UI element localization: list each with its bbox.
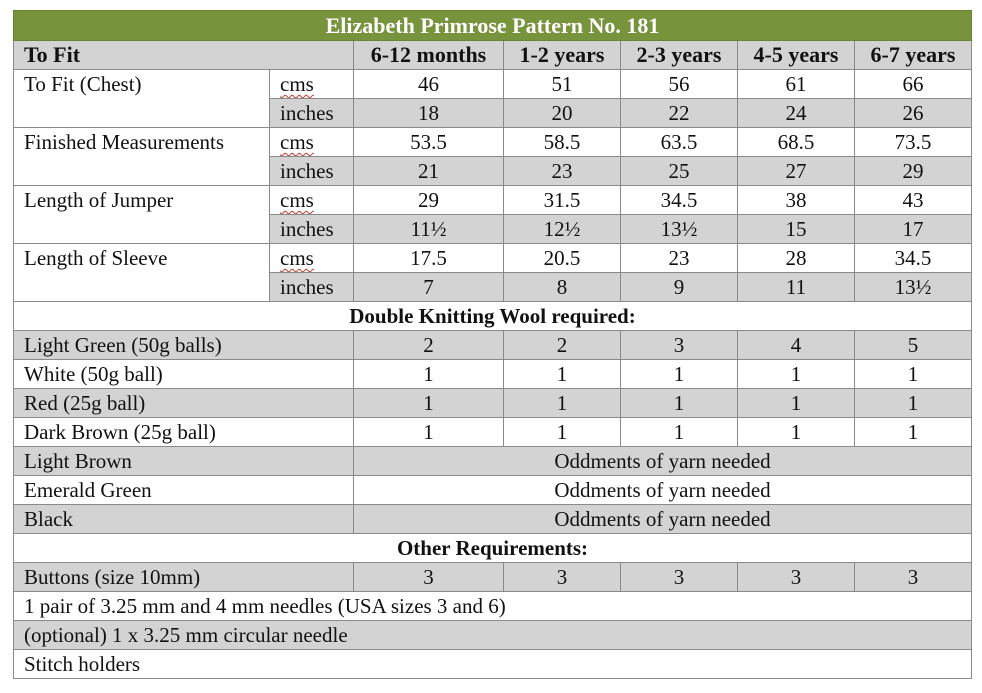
size-header: 6-7 years (855, 41, 972, 70)
measurement-value: 8 (504, 273, 621, 302)
buttons-label: Buttons (size 10mm) (14, 563, 354, 592)
wool-label: White (50g ball) (14, 360, 354, 389)
buttons-quantity: 3 (738, 563, 855, 592)
measurement-value: 25 (621, 157, 738, 186)
unit-label: inches (270, 215, 354, 244)
wool-quantity: 1 (621, 360, 738, 389)
yarn-label: Emerald Green (14, 476, 354, 505)
unit-label: cms (270, 244, 354, 273)
wool-quantity: 5 (855, 331, 972, 360)
measurement-value: 23 (504, 157, 621, 186)
measurement-value: 63.5 (621, 128, 738, 157)
measurement-value: 11 (738, 273, 855, 302)
size-header: 1-2 years (504, 41, 621, 70)
measurement-value: 12½ (504, 215, 621, 244)
wool-quantity: 1 (738, 418, 855, 447)
size-header: 6-12 months (354, 41, 504, 70)
oddments-note: Oddments of yarn needed (354, 505, 972, 534)
measurement-row-cms (14, 70, 972, 99)
measurement-value: 11½ (354, 215, 504, 244)
unit-label: inches (270, 99, 354, 128)
wool-quantity: 3 (621, 331, 738, 360)
measurement-row-cms (14, 186, 972, 215)
other-item: (optional) 1 x 3.25 mm circular needle (14, 621, 972, 650)
wool-quantity: 1 (504, 360, 621, 389)
measurement-value: 15 (738, 215, 855, 244)
pattern-title: Elizabeth Primrose Pattern No. 181 (14, 11, 972, 41)
buttons-row (14, 563, 972, 592)
other-item-row (14, 621, 972, 650)
wool-quantity: 1 (354, 360, 504, 389)
wool-quantity: 1 (738, 389, 855, 418)
measurement-value: 58.5 (504, 128, 621, 157)
wool-label: Red (25g ball) (14, 389, 354, 418)
unit-label: cms (270, 70, 354, 99)
other-item-row (14, 592, 972, 621)
yarn-label: Light Brown (14, 447, 354, 476)
measurement-value: 24 (738, 99, 855, 128)
yarn-label: Black (14, 505, 354, 534)
measurement-value: 66 (855, 70, 972, 99)
measurement-value: 53.5 (354, 128, 504, 157)
measurement-value: 29 (855, 157, 972, 186)
wool-quantity: 2 (504, 331, 621, 360)
measurement-value: 22 (621, 99, 738, 128)
wool-quantity: 1 (855, 360, 972, 389)
wool-quantity: 1 (738, 360, 855, 389)
measurement-label: Length of Sleeve (14, 244, 270, 302)
buttons-quantity: 3 (621, 563, 738, 592)
wool-row (14, 389, 972, 418)
measurement-value: 7 (354, 273, 504, 302)
measurement-value: 29 (354, 186, 504, 215)
unit-label: inches (270, 157, 354, 186)
pattern-requirements-table (13, 10, 972, 679)
measurement-label: Length of Jumper (14, 186, 270, 244)
oddments-row (14, 447, 972, 476)
wool-quantity: 1 (354, 389, 504, 418)
measurement-value: 13½ (855, 273, 972, 302)
buttons-quantity: 3 (354, 563, 504, 592)
oddments-note: Oddments of yarn needed (354, 476, 972, 505)
wool-quantity: 1 (621, 418, 738, 447)
measurement-value: 73.5 (855, 128, 972, 157)
other-section-heading: Other Requirements: (14, 534, 972, 563)
measurement-value: 56 (621, 70, 738, 99)
unit-label: cms (270, 128, 354, 157)
wool-quantity: 2 (354, 331, 504, 360)
measurement-value: 38 (738, 186, 855, 215)
wool-quantity: 4 (738, 331, 855, 360)
measurement-value: 61 (738, 70, 855, 99)
wool-quantity: 1 (504, 418, 621, 447)
unit-label: inches (270, 273, 354, 302)
measurement-value: 34.5 (621, 186, 738, 215)
header-row (14, 41, 972, 70)
other-item: 1 pair of 3.25 mm and 4 mm needles (USA sizes 3 and 6) (14, 592, 972, 621)
measurement-value: 68.5 (738, 128, 855, 157)
unit-label: cms (270, 186, 354, 215)
wool-row (14, 418, 972, 447)
other-item: Stitch holders (14, 650, 972, 679)
measurement-value: 18 (354, 99, 504, 128)
measurement-value: 17 (855, 215, 972, 244)
measurement-value: 34.5 (855, 244, 972, 273)
measurement-value: 43 (855, 186, 972, 215)
measurement-value: 20 (504, 99, 621, 128)
measurement-value: 51 (504, 70, 621, 99)
size-header: 2-3 years (621, 41, 738, 70)
wool-quantity: 1 (504, 389, 621, 418)
section-heading-row (14, 302, 972, 331)
measurement-value: 21 (354, 157, 504, 186)
other-item-row (14, 650, 972, 679)
oddments-row (14, 476, 972, 505)
measurement-value: 26 (855, 99, 972, 128)
measurement-value: 17.5 (354, 244, 504, 273)
measurement-value: 28 (738, 244, 855, 273)
measurement-value: 9 (621, 273, 738, 302)
oddments-row (14, 505, 972, 534)
header-label: To Fit (14, 41, 354, 70)
measurement-value: 23 (621, 244, 738, 273)
measurement-value: 27 (738, 157, 855, 186)
wool-quantity: 1 (354, 418, 504, 447)
wool-label: Light Green (50g balls) (14, 331, 354, 360)
measurement-row-cms (14, 128, 972, 157)
wool-quantity: 1 (855, 418, 972, 447)
wool-section-heading: Double Knitting Wool required: (14, 302, 972, 331)
measurement-label: Finished Measurements (14, 128, 270, 186)
section-heading-row (14, 534, 972, 563)
measurement-value: 13½ (621, 215, 738, 244)
wool-label: Dark Brown (25g ball) (14, 418, 354, 447)
measurement-value: 20.5 (504, 244, 621, 273)
measurement-value: 31.5 (504, 186, 621, 215)
size-header: 4-5 years (738, 41, 855, 70)
oddments-note: Oddments of yarn needed (354, 447, 972, 476)
wool-quantity: 1 (621, 389, 738, 418)
wool-row (14, 331, 972, 360)
wool-row (14, 360, 972, 389)
wool-quantity: 1 (855, 389, 972, 418)
measurement-row-cms (14, 244, 972, 273)
measurement-label: To Fit (Chest) (14, 70, 270, 128)
measurement-value: 46 (354, 70, 504, 99)
title-row (14, 11, 972, 41)
buttons-quantity: 3 (855, 563, 972, 592)
buttons-quantity: 3 (504, 563, 621, 592)
